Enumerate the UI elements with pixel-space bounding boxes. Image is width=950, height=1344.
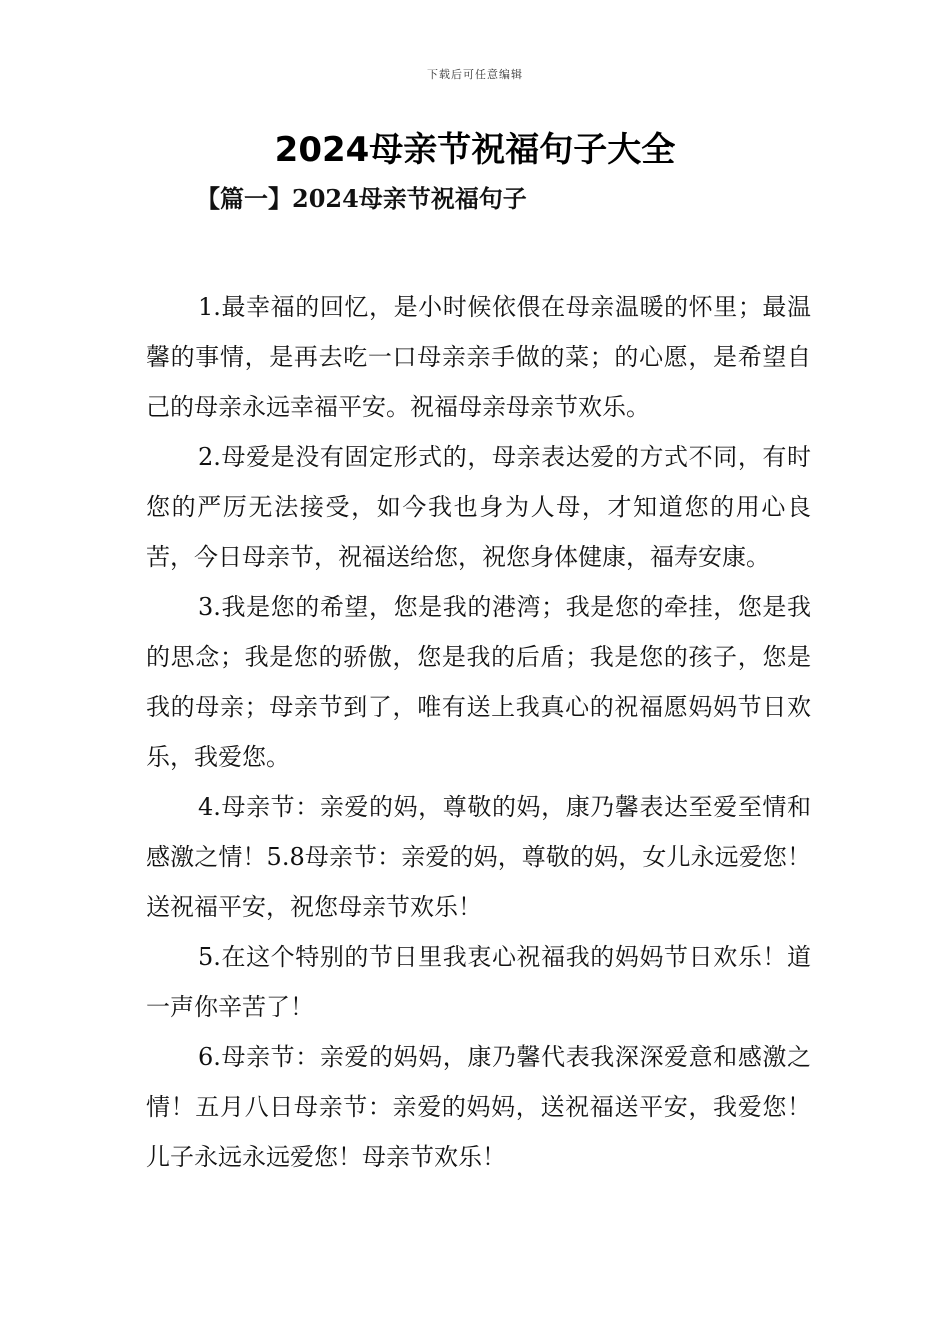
paragraph-4: 4.母亲节：亲爱的妈，尊敬的妈，康乃馨表达至爱至情和感激之情！5.8母亲节：亲爱的妈，尊敬的妈，女儿永远爱您！送祝福平安，祝您母亲节欢乐！ [146, 793, 811, 921]
paragraph-2: 2.母爱是没有固定形式的，母亲表达爱的方式不同，有时您的严厉无法接受，如今我也身为人母，才知道您的用心良苦，今日母亲节，祝福送给您，祝您身体健康，福寿安康。 [146, 443, 811, 571]
document-body [146, 282, 811, 1182]
header-note: 下载后可任意编辑 [427, 68, 523, 81]
paragraph-1: 1.最幸福的回忆，是小时候依偎在母亲温暖的怀里；最温馨的事情，是再去吃一口母亲亲手做的菜；的心愿，是希望自己的母亲永远幸福平安。祝福母亲母亲节欢乐。 [146, 293, 811, 421]
paragraph-5: 5.在这个特别的节日里我衷心祝福我的妈妈节日欢乐！道一声你辛苦了！ [146, 943, 811, 1021]
paragraph-3: 3.我是您的希望，您是我的港湾；我是您的牵挂，您是我的思念；我是您的骄傲，您是我的后盾；我是您的孩子，您是我的母亲；母亲节到了，唯有送上我真心的祝福愿妈妈节日欢乐，我爱您。 [146, 593, 811, 771]
page-title: 2024母亲节祝福句子大全 [274, 130, 676, 170]
paragraph-6: 6.母亲节：亲爱的妈妈，康乃馨代表我深深爱意和感激之情！五月八日母亲节：亲爱的妈妈，送祝福送平安，我爱您！儿子永远永远爱您！母亲节欢乐！ [146, 1043, 811, 1171]
section-heading: 【篇一】2024母亲节祝福句子 [196, 184, 527, 213]
